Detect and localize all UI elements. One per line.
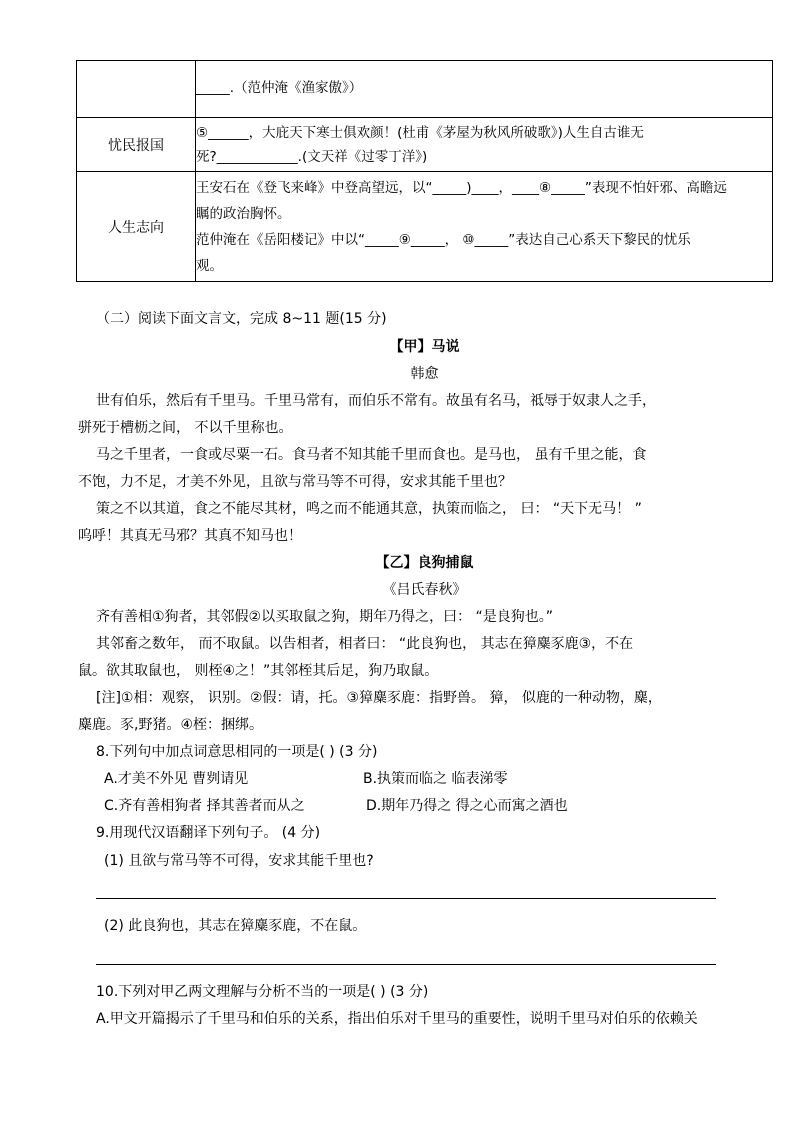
question-option: D.期年乃得之 得之心而寓之酒也 [366,798,568,814]
question-option: A.才美不外见 曹刿请见 [104,771,249,787]
passage-source: 《吕氏春秋》 [382,582,467,598]
category-cell: 忧民报国 [77,118,196,172]
passage-line: 齐有善相①狗者，其邻假②以买取鼠之狗，期年乃得之，曰： “是良狗也。” [96,609,554,625]
question-stem: 9.用现代汉语翻译下列句子。 (4 分) [96,825,321,841]
content-line: 观。 [196,257,223,274]
passage-line: 不饱，力不足，才美不外见，且欲与常马等不可得，安求其能千里也？ [78,474,512,490]
answer-line [96,898,716,899]
question-stem: 8.下列句中加点词意思相同的一项是( ) (3 分) [96,744,378,760]
question-option: C.齐有善相狗者 择其善者而从之 [104,798,305,814]
content-line: 死?____________.(文天祥《过零丁洋》) [196,148,428,165]
passage-author: 韩愈 [410,366,439,382]
category-cell: 人生志向 [77,172,196,282]
poetry-theme-table [76,60,773,282]
content-line: _____.（范仲淹《渔家傲》） [196,80,363,96]
passage-line: 呜呼！其真无马邪？其真不知马也！ [78,528,302,544]
content-line: 王安石在《登飞来峰》中登高望远，以“_____)____，____⑧_____”表现不怕奸邪、高瞻远 [196,179,727,196]
passage-line: 马之千里者，一食或尽粟一石。食马者不知其能千里而食也。是马也， 虽有千里之能，食 [96,447,647,463]
passage-title: 【甲】马说 [389,339,460,355]
answer-line [96,964,716,965]
annotation-line: [注]①相：观察， 识别。②假：请，托。③獐麋豕鹿：指野兽。 獐， 似鹿的一种动物，麋， [96,690,662,706]
category-cell [77,61,196,118]
passage-line: 策之不以其道，食之不能尽其材，鸣之而不能通其意，执策而临之， 曰： “天下无马！ ” [96,501,642,517]
table-row [77,172,773,282]
content-line: 范仲淹在《岳阳楼记》中以“_____⑨_____， ⑩_____”表达自己心系天下黎民的忧乐 [196,231,691,248]
table-row [77,118,773,172]
translation-sentence: (1) 且欲与常马等不可得，安求其能千里也? [104,853,374,869]
question-stem: 10.下列对甲乙两文理解与分析不当的一项是( ) (3 分) [96,984,429,1000]
content-line: ⑤______，大庇天下寒士俱欢颜！(杜甫《茅屋为秋风所破歌》)人生自古谁无 [196,124,644,141]
passage-line: 骈死于槽枥之间， 不以千里称也。 [78,420,293,436]
content-cell [196,61,773,118]
section-heading: （二）阅读下面文言文，完成 8~11 题(15 分) [96,311,387,327]
annotation-line: 麋鹿。豕,野猪。④桎：捆绑。 [78,717,264,733]
passage-line: 鼠。欲其取鼠也， 则桎④之！”其邻桎其后足，狗乃取鼠。 [78,663,439,679]
content-cell [196,118,773,172]
content-line: 瞩的政治胸怀。 [196,205,291,222]
passage-title: 【乙】良狗捕鼠 [375,555,474,571]
translation-sentence: (2) 此良狗也，其志在獐麋豕鹿，不在鼠。 [104,918,367,934]
table-row [77,61,773,118]
passage-line: 世有伯乐，然后有千里马。千里马常有，而伯乐不常有。故虽有名马，祗辱于奴隶人之手， [96,393,656,409]
question-option: A.甲文开篇揭示了千里马和伯乐的关系，指出伯乐对千里马的重要性，说明千里马对伯乐的依赖关 [96,1011,698,1027]
passage-line: 其邻畜之数年， 而不取鼠。以告相者，相者曰： “此良狗也， 其志在獐麋豕鹿③，不在 [96,636,634,652]
content-cell [196,172,773,282]
question-option: B.执策而临之 临表涕零 [363,771,508,787]
